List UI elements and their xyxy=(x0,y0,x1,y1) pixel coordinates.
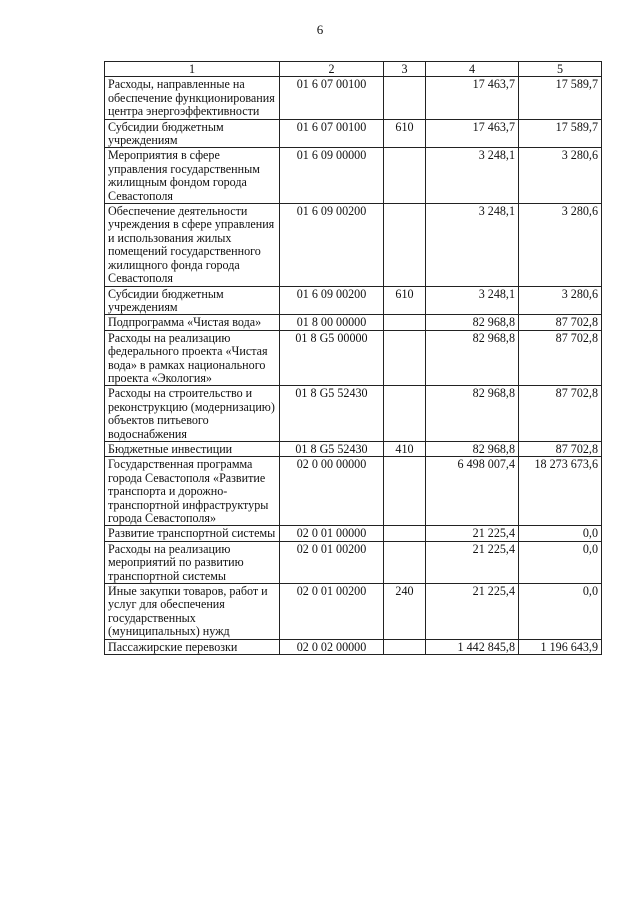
row-code-cell: 01 6 09 00000 xyxy=(280,148,384,204)
column-header: 5 xyxy=(519,62,602,77)
row-amount-year2-cell: 3 280,6 xyxy=(519,204,602,286)
row-code-cell: 02 0 01 00200 xyxy=(280,584,384,640)
row-name-cell: Расходы, направленные на обеспечение функционирования центра энергоэффективности xyxy=(105,77,280,119)
row-amount-year2-cell: 0,0 xyxy=(519,584,602,640)
row-amount-year2-cell: 17 589,7 xyxy=(519,119,602,148)
row-amount-year1-cell: 3 248,1 xyxy=(426,148,519,204)
row-name-cell: Расходы на реализацию мероприятий по развитию транспортной системы xyxy=(105,541,280,583)
row-type-cell xyxy=(384,541,426,583)
table-row xyxy=(105,541,602,583)
row-name-cell: Бюджетные инвестиции xyxy=(105,441,280,456)
row-name-cell: Мероприятия в сфере управления государственным жилищным фондом города Севастополя xyxy=(105,148,280,204)
row-type-cell: 610 xyxy=(384,286,426,315)
row-code-cell: 01 6 07 00100 xyxy=(280,119,384,148)
row-code-cell: 02 0 01 00000 xyxy=(280,526,384,541)
row-code-cell: 01 8 00 00000 xyxy=(280,315,384,330)
row-amount-year1-cell: 82 968,8 xyxy=(426,441,519,456)
row-amount-year1-cell: 3 248,1 xyxy=(426,286,519,315)
row-type-cell xyxy=(384,77,426,119)
column-header: 1 xyxy=(105,62,280,77)
row-amount-year1-cell: 17 463,7 xyxy=(426,119,519,148)
row-type-cell xyxy=(384,526,426,541)
row-code-cell: 01 8 G5 52430 xyxy=(280,386,384,442)
row-amount-year1-cell: 82 968,8 xyxy=(426,330,519,386)
table-row xyxy=(105,77,602,119)
row-type-cell xyxy=(384,330,426,386)
row-name-cell: Обеспечение деятельности учреждения в сфере управления и использования жилых помещений государственного жилищного фонда города Севастополя xyxy=(105,204,280,286)
table-row xyxy=(105,119,602,148)
row-type-cell: 240 xyxy=(384,584,426,640)
table-row xyxy=(105,330,602,386)
table-row xyxy=(105,204,602,286)
table-body xyxy=(105,77,602,655)
row-amount-year1-cell: 3 248,1 xyxy=(426,204,519,286)
row-amount-year2-cell: 1 196 643,9 xyxy=(519,639,602,654)
row-code-cell: 02 0 01 00200 xyxy=(280,541,384,583)
row-amount-year2-cell: 87 702,8 xyxy=(519,386,602,442)
row-amount-year1-cell: 21 225,4 xyxy=(426,584,519,640)
budget-table xyxy=(104,61,602,655)
row-amount-year2-cell: 3 280,6 xyxy=(519,148,602,204)
column-header: 2 xyxy=(280,62,384,77)
row-amount-year1-cell: 17 463,7 xyxy=(426,77,519,119)
row-code-cell: 02 0 00 00000 xyxy=(280,457,384,526)
row-amount-year2-cell: 17 589,7 xyxy=(519,77,602,119)
row-type-cell: 410 xyxy=(384,441,426,456)
row-amount-year1-cell: 82 968,8 xyxy=(426,315,519,330)
row-amount-year1-cell: 6 498 007,4 xyxy=(426,457,519,526)
row-code-cell: 01 6 09 00200 xyxy=(280,204,384,286)
column-header: 3 xyxy=(384,62,426,77)
row-type-cell xyxy=(384,639,426,654)
row-amount-year2-cell: 0,0 xyxy=(519,526,602,541)
row-amount-year1-cell: 82 968,8 xyxy=(426,386,519,442)
row-type-cell: 610 xyxy=(384,119,426,148)
row-name-cell: Подпрограмма «Чистая вода» xyxy=(105,315,280,330)
row-code-cell: 02 0 02 00000 xyxy=(280,639,384,654)
row-amount-year1-cell: 1 442 845,8 xyxy=(426,639,519,654)
column-header: 4 xyxy=(426,62,519,77)
row-amount-year2-cell: 87 702,8 xyxy=(519,330,602,386)
table-row xyxy=(105,457,602,526)
row-amount-year1-cell: 21 225,4 xyxy=(426,526,519,541)
row-type-cell xyxy=(384,315,426,330)
row-code-cell: 01 8 G5 52430 xyxy=(280,441,384,456)
row-amount-year1-cell: 21 225,4 xyxy=(426,541,519,583)
row-amount-year2-cell: 87 702,8 xyxy=(519,441,602,456)
row-name-cell: Субсидии бюджетным учреждениям xyxy=(105,286,280,315)
row-type-cell xyxy=(384,386,426,442)
row-name-cell: Развитие транспортной системы xyxy=(105,526,280,541)
page-number: 6 xyxy=(316,22,324,37)
row-amount-year2-cell: 18 273 673,6 xyxy=(519,457,602,526)
row-amount-year2-cell: 3 280,6 xyxy=(519,286,602,315)
row-name-cell: Государственная программа города Севастополя «Развитие транспорта и дорожно-транспортной инфраструктуры города Севастополя» xyxy=(105,457,280,526)
row-amount-year2-cell: 0,0 xyxy=(519,541,602,583)
row-code-cell: 01 6 07 00100 xyxy=(280,77,384,119)
row-name-cell: Расходы на реализацию федерального проекта «Чистая вода» в рамках национального проекта «Экология» xyxy=(105,330,280,386)
row-code-cell: 01 8 G5 00000 xyxy=(280,330,384,386)
table-row xyxy=(105,639,602,654)
row-name-cell: Субсидии бюджетным учреждениям xyxy=(105,119,280,148)
row-name-cell: Пассажирские перевозки xyxy=(105,639,280,654)
table-header-row xyxy=(105,62,602,77)
table-row xyxy=(105,315,602,330)
table-row xyxy=(105,526,602,541)
table-row xyxy=(105,148,602,204)
row-type-cell xyxy=(384,204,426,286)
row-name-cell: Иные закупки товаров, работ и услуг для обеспечения государственных (муниципальных) нужд xyxy=(105,584,280,640)
row-code-cell: 01 6 09 00200 xyxy=(280,286,384,315)
table-row xyxy=(105,441,602,456)
row-amount-year2-cell: 87 702,8 xyxy=(519,315,602,330)
table-row xyxy=(105,286,602,315)
table-row xyxy=(105,386,602,442)
row-name-cell: Расходы на строительство и реконструкцию (модернизацию) объектов питьевого водоснабжения xyxy=(105,386,280,442)
row-type-cell xyxy=(384,457,426,526)
table-row xyxy=(105,584,602,640)
row-type-cell xyxy=(384,148,426,204)
